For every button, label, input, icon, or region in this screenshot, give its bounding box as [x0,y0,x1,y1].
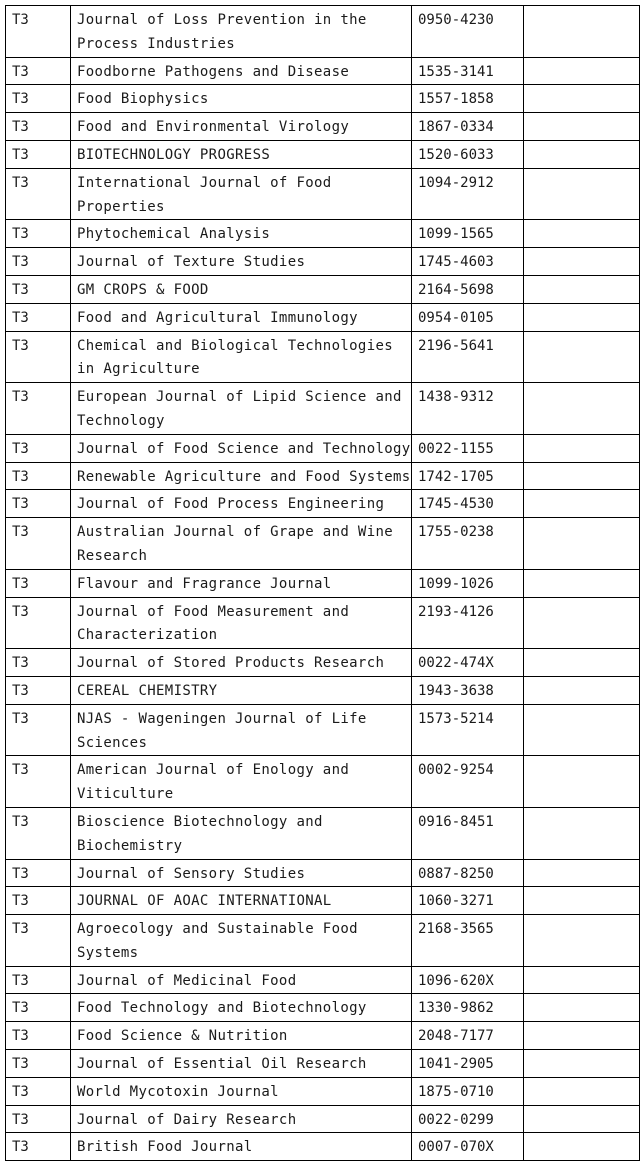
empty-cell [524,275,640,303]
issn-cell: 1099-1565 [412,220,524,248]
issn-cell: 1557-1858 [412,85,524,113]
tier-cell: T3 [6,676,71,704]
table-row [6,915,640,967]
table-row [6,113,640,141]
journal-name-cell: Journal of Food Measurement and Characterization [71,597,412,649]
empty-cell [524,220,640,248]
table-row [6,518,640,570]
journal-name-cell: Journal of Stored Products Research [71,649,412,677]
journal-name-cell: Flavour and Fragrance Journal [71,569,412,597]
issn-cell: 1867-0334 [412,113,524,141]
tier-cell: T3 [6,756,71,808]
issn-cell: 1096-620X [412,966,524,994]
empty-cell [524,518,640,570]
journal-name-cell: Foodborne Pathogens and Disease [71,57,412,85]
tier-cell: T3 [6,275,71,303]
table-row [6,1022,640,1050]
issn-cell: 0887-8250 [412,859,524,887]
empty-cell [524,85,640,113]
issn-cell: 0022-1155 [412,434,524,462]
tier-cell: T3 [6,994,71,1022]
journal-name-cell: European Journal of Lipid Science and Technology [71,383,412,435]
table-row [6,275,640,303]
tier-cell: T3 [6,1022,71,1050]
table-row [6,462,640,490]
journal-name-cell: Australian Journal of Grape and Wine Research [71,518,412,570]
table-row [6,383,640,435]
empty-cell [524,248,640,276]
issn-cell: 0022-474X [412,649,524,677]
journal-name-cell: World Mycotoxin Journal [71,1077,412,1105]
tier-cell: T3 [6,887,71,915]
empty-cell [524,331,640,383]
table-row [6,85,640,113]
issn-cell: 1943-3638 [412,676,524,704]
empty-cell [524,756,640,808]
journal-table [5,5,640,1161]
tier-cell: T3 [6,6,71,58]
journal-name-cell: American Journal of Enology and Viticulture [71,756,412,808]
tier-cell: T3 [6,168,71,220]
empty-cell [524,704,640,756]
journal-name-cell: Food Biophysics [71,85,412,113]
table-row [6,57,640,85]
empty-cell [524,383,640,435]
empty-cell [524,434,640,462]
empty-cell [524,859,640,887]
empty-cell [524,1050,640,1078]
table-row [6,649,640,677]
empty-cell [524,490,640,518]
issn-cell: 1745-4603 [412,248,524,276]
tier-cell: T3 [6,597,71,649]
issn-cell: 2048-7177 [412,1022,524,1050]
issn-cell: 1573-5214 [412,704,524,756]
journal-name-cell: GM CROPS & FOOD [71,275,412,303]
issn-cell: 1060-3271 [412,887,524,915]
tier-cell: T3 [6,434,71,462]
table-row [6,676,640,704]
table-row [6,1105,640,1133]
journal-name-cell: Agroecology and Sustainable Food Systems [71,915,412,967]
empty-cell [524,140,640,168]
tier-cell: T3 [6,248,71,276]
journal-name-cell: British Food Journal [71,1133,412,1161]
journal-name-cell: BIOTECHNOLOGY PROGRESS [71,140,412,168]
journal-name-cell: Food Technology and Biotechnology [71,994,412,1022]
table-row [6,248,640,276]
issn-cell: 1438-9312 [412,383,524,435]
tier-cell: T3 [6,1133,71,1161]
table-row [6,1077,640,1105]
journal-name-cell: Renewable Agriculture and Food Systems [71,462,412,490]
table-row [6,966,640,994]
issn-cell: 1041-2905 [412,1050,524,1078]
table-row [6,303,640,331]
issn-cell: 0022-0299 [412,1105,524,1133]
tier-cell: T3 [6,85,71,113]
table-row [6,331,640,383]
table-row [6,168,640,220]
empty-cell [524,6,640,58]
issn-cell: 2193-4126 [412,597,524,649]
empty-cell [524,303,640,331]
empty-cell [524,57,640,85]
journal-name-cell: CEREAL CHEMISTRY [71,676,412,704]
empty-cell [524,113,640,141]
journal-name-cell: Bioscience Biotechnology and Biochemistry [71,807,412,859]
table-row [6,6,640,58]
empty-cell [524,1105,640,1133]
tier-cell: T3 [6,704,71,756]
issn-cell: 1094-2912 [412,168,524,220]
empty-cell [524,168,640,220]
tier-cell: T3 [6,331,71,383]
empty-cell [524,462,640,490]
empty-cell [524,649,640,677]
table-row [6,807,640,859]
issn-cell: 0950-4230 [412,6,524,58]
journal-name-cell: Journal of Food Process Engineering [71,490,412,518]
journal-name-cell: Journal of Sensory Studies [71,859,412,887]
table-row [6,597,640,649]
issn-cell: 1099-1026 [412,569,524,597]
issn-cell: 2196-5641 [412,331,524,383]
empty-cell [524,887,640,915]
journal-table-body [6,6,640,1161]
table-row [6,1133,640,1161]
tier-cell: T3 [6,915,71,967]
issn-cell: 0002-9254 [412,756,524,808]
issn-cell: 1745-4530 [412,490,524,518]
empty-cell [524,994,640,1022]
table-row [6,756,640,808]
tier-cell: T3 [6,383,71,435]
empty-cell [524,1133,640,1161]
journal-name-cell: Food and Environmental Virology [71,113,412,141]
tier-cell: T3 [6,1077,71,1105]
tier-cell: T3 [6,303,71,331]
journal-name-cell: Journal of Medicinal Food [71,966,412,994]
journal-name-cell: Food Science & Nutrition [71,1022,412,1050]
issn-cell: 1535-3141 [412,57,524,85]
journal-name-cell: Journal of Texture Studies [71,248,412,276]
empty-cell [524,569,640,597]
tier-cell: T3 [6,966,71,994]
empty-cell [524,676,640,704]
empty-cell [524,1022,640,1050]
issn-cell: 2168-3565 [412,915,524,967]
tier-cell: T3 [6,518,71,570]
journal-name-cell: Food and Agricultural Immunology [71,303,412,331]
journal-name-cell: Journal of Dairy Research [71,1105,412,1133]
issn-cell: 1875-0710 [412,1077,524,1105]
journal-name-cell: Phytochemical Analysis [71,220,412,248]
issn-cell: 1520-6033 [412,140,524,168]
empty-cell [524,597,640,649]
journal-name-cell: NJAS - Wageningen Journal of Life Sciences [71,704,412,756]
table-row [6,704,640,756]
table-row [6,1050,640,1078]
issn-cell: 0007-070X [412,1133,524,1161]
tier-cell: T3 [6,807,71,859]
issn-cell: 0954-0105 [412,303,524,331]
issn-cell: 1330-9862 [412,994,524,1022]
journal-name-cell: Journal of Loss Prevention in the Process Industries [71,6,412,58]
table-row [6,994,640,1022]
tier-cell: T3 [6,569,71,597]
tier-cell: T3 [6,220,71,248]
tier-cell: T3 [6,57,71,85]
table-row [6,490,640,518]
tier-cell: T3 [6,490,71,518]
issn-cell: 1755-0238 [412,518,524,570]
table-row [6,140,640,168]
tier-cell: T3 [6,462,71,490]
issn-cell: 0916-8451 [412,807,524,859]
tier-cell: T3 [6,649,71,677]
table-row [6,569,640,597]
table-row [6,887,640,915]
tier-cell: T3 [6,1105,71,1133]
issn-cell: 2164-5698 [412,275,524,303]
journal-name-cell: International Journal of Food Properties [71,168,412,220]
table-row [6,859,640,887]
tier-cell: T3 [6,113,71,141]
empty-cell [524,807,640,859]
table-row [6,434,640,462]
journal-name-cell: JOURNAL OF AOAC INTERNATIONAL [71,887,412,915]
empty-cell [524,1077,640,1105]
journal-name-cell: Journal of Food Science and Technology [71,434,412,462]
empty-cell [524,915,640,967]
tier-cell: T3 [6,859,71,887]
journal-name-cell: Journal of Essential Oil Research [71,1050,412,1078]
tier-cell: T3 [6,140,71,168]
issn-cell: 1742-1705 [412,462,524,490]
journal-name-cell: Chemical and Biological Technologies in Agriculture [71,331,412,383]
empty-cell [524,966,640,994]
table-row [6,220,640,248]
tier-cell: T3 [6,1050,71,1078]
